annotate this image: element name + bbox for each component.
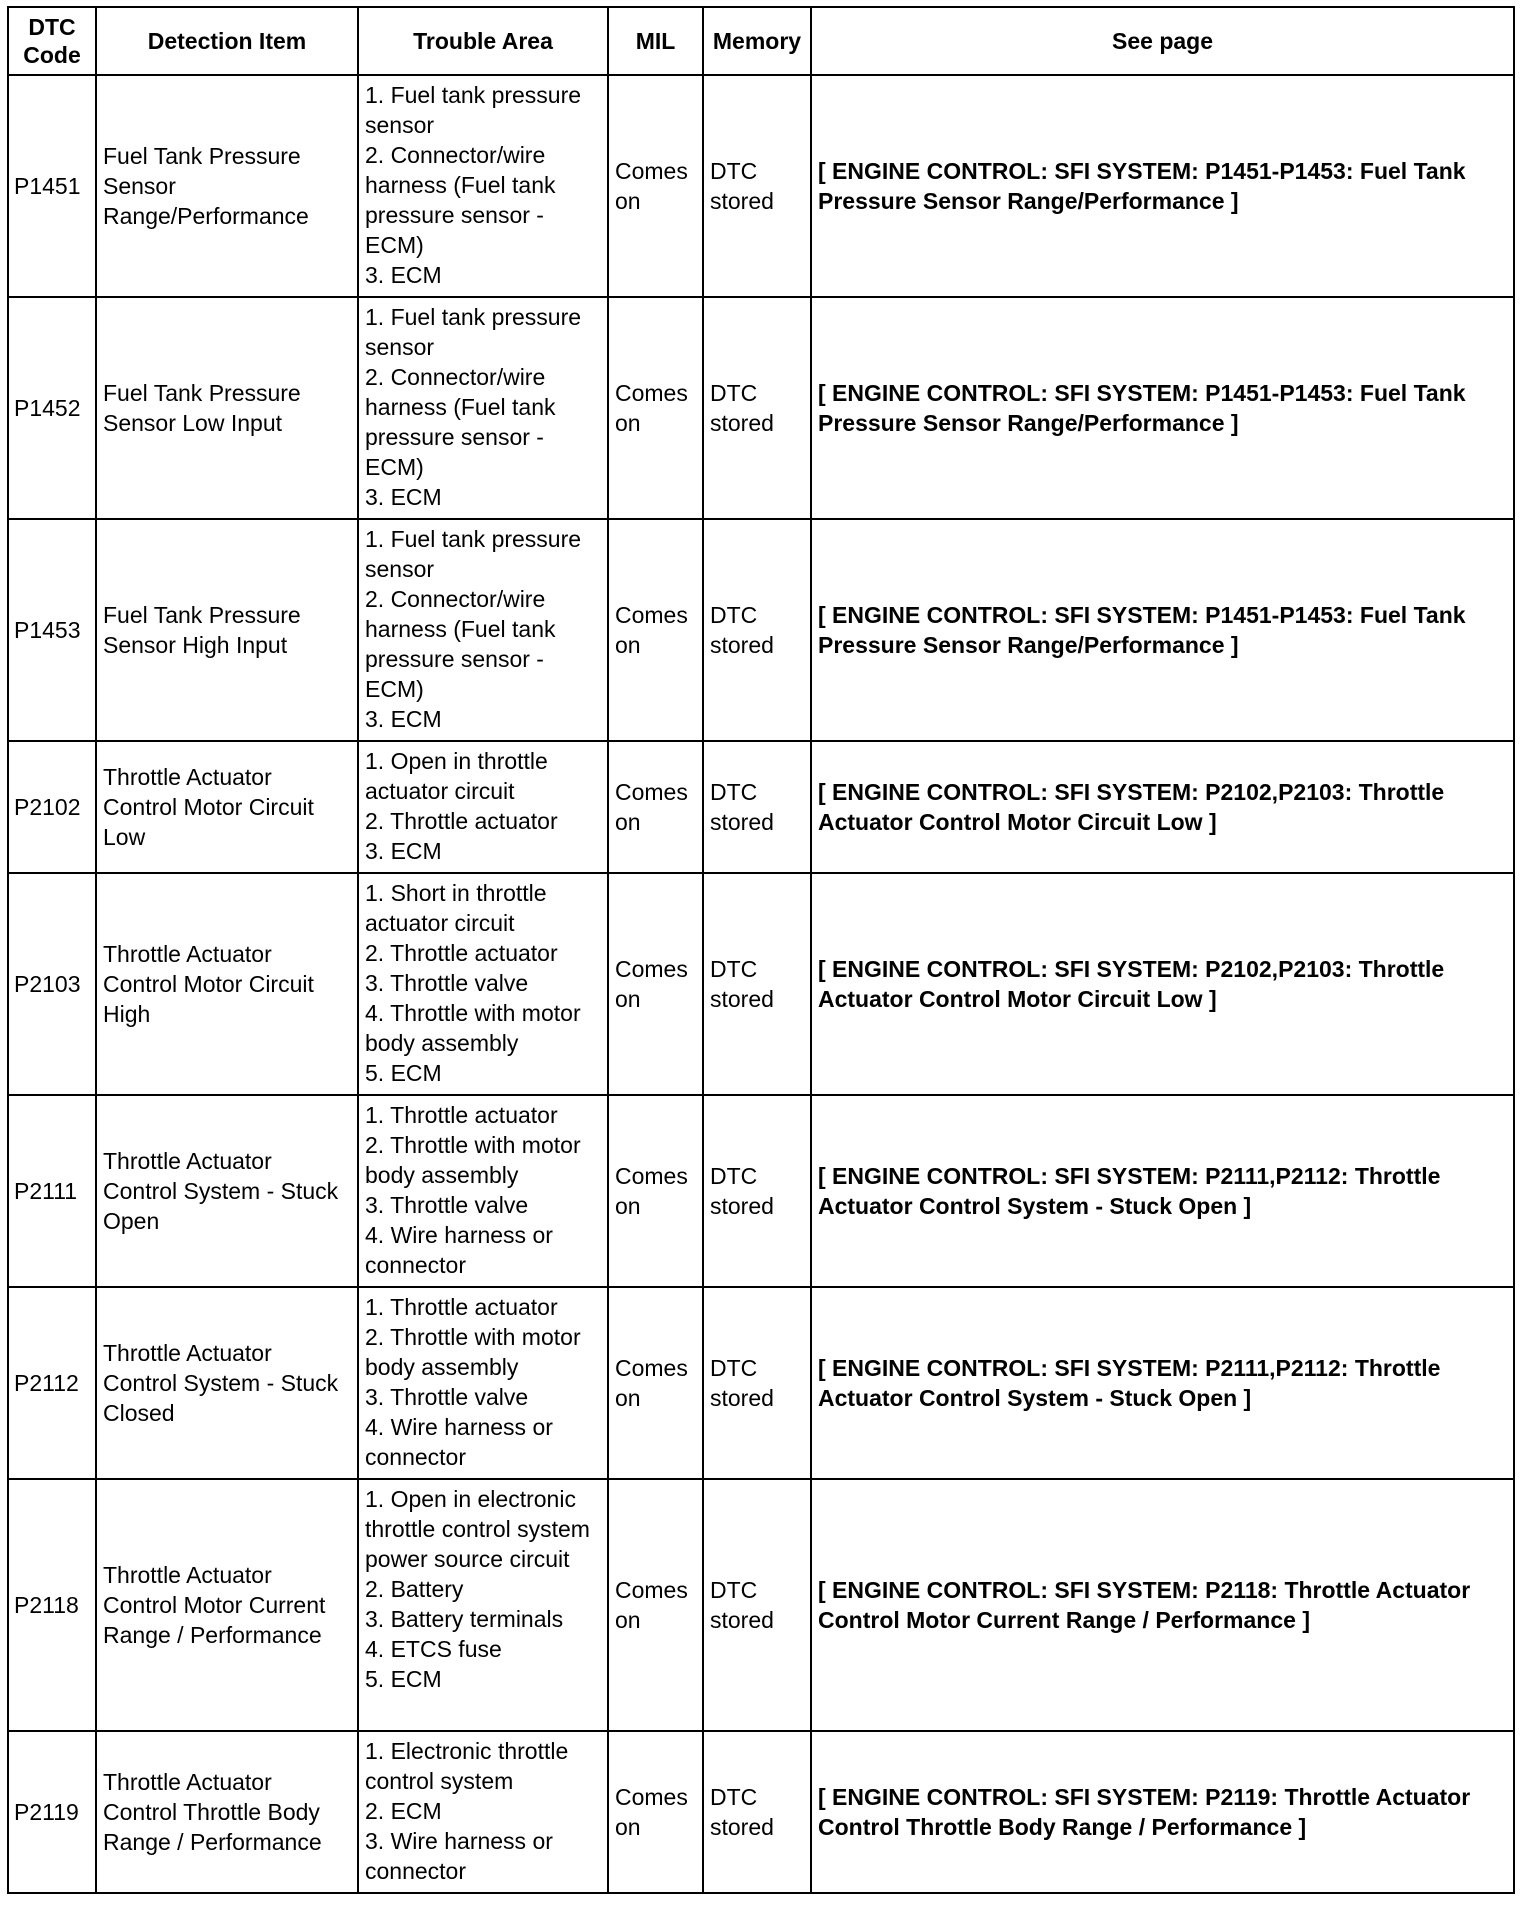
trouble-area-line: 1. Fuel tank pressure sensor xyxy=(365,526,582,582)
see-page-link[interactable]: [ ENGINE CONTROL: SFI SYSTEM: P2119: Throttle Actuator Control Throttle Body Range / Performance ] xyxy=(811,1731,1514,1893)
detection-item-cell: Throttle Actuator Control Motor Circuit Low xyxy=(96,741,358,873)
mil-cell: Comes on xyxy=(608,1287,703,1479)
header-dtc-code: DTC Code xyxy=(8,7,96,75)
table-row xyxy=(8,519,1514,741)
dtc-code-cell: P1452 xyxy=(8,297,96,519)
memory-cell: DTC stored xyxy=(703,1287,811,1479)
trouble-area-line: 1. Throttle actuator xyxy=(365,1102,558,1128)
dtc-code-cell: P2112 xyxy=(8,1287,96,1479)
see-page-link[interactable]: [ ENGINE CONTROL: SFI SYSTEM: P2118: Throttle Actuator Control Motor Current Range / Performance ] xyxy=(811,1479,1514,1731)
mil-cell: Comes on xyxy=(608,1479,703,1731)
trouble-area-line: 1. Open in throttle actuator circuit xyxy=(365,748,548,804)
dtc-table xyxy=(7,6,1515,1894)
trouble-area-line: 2. Throttle with motor body assembly xyxy=(365,1132,581,1188)
table-row xyxy=(8,1479,1514,1731)
see-page-link[interactable]: [ ENGINE CONTROL: SFI SYSTEM: P1451-P1453: Fuel Tank Pressure Sensor Range/Performance ] xyxy=(811,297,1514,519)
mil-cell: Comes on xyxy=(608,741,703,873)
trouble-area-line: 2. Connector/wire harness (Fuel tank pressure sensor - ECM) xyxy=(365,142,556,258)
detection-item-cell: Throttle Actuator Control Motor Circuit High xyxy=(96,873,358,1095)
table-row xyxy=(8,1095,1514,1287)
trouble-area-line: 5. ECM xyxy=(365,1060,442,1086)
trouble-area-line: 5. ECM xyxy=(365,1666,442,1692)
header-mil: MIL xyxy=(608,7,703,75)
trouble-area-cell xyxy=(358,873,608,1095)
mil-cell: Comes on xyxy=(608,519,703,741)
detection-item-cell: Throttle Actuator Control Throttle Body Range / Performance xyxy=(96,1731,358,1893)
mil-cell: Comes on xyxy=(608,75,703,297)
trouble-area-cell xyxy=(358,297,608,519)
trouble-area-line: 2. Connector/wire harness (Fuel tank pressure sensor - ECM) xyxy=(365,586,556,702)
dtc-code-cell: P2111 xyxy=(8,1095,96,1287)
dtc-table-sheet xyxy=(7,6,1515,1894)
trouble-area-line: 1. Throttle actuator xyxy=(365,1294,558,1320)
memory-cell: DTC stored xyxy=(703,1731,811,1893)
memory-cell: DTC stored xyxy=(703,1479,811,1731)
memory-cell: DTC stored xyxy=(703,741,811,873)
trouble-area-cell xyxy=(358,75,608,297)
memory-cell: DTC stored xyxy=(703,297,811,519)
trouble-area-cell xyxy=(358,1479,608,1731)
dtc-code-cell: P1451 xyxy=(8,75,96,297)
table-row xyxy=(8,1287,1514,1479)
see-page-link[interactable]: [ ENGINE CONTROL: SFI SYSTEM: P1451-P1453: Fuel Tank Pressure Sensor Range/Performance ] xyxy=(811,75,1514,297)
trouble-area-line: 3. Battery terminals xyxy=(365,1606,564,1632)
dtc-code-cell: P2102 xyxy=(8,741,96,873)
memory-cell: DTC stored xyxy=(703,873,811,1095)
trouble-area-line: 2. Connector/wire harness (Fuel tank pressure sensor - ECM) xyxy=(365,364,556,480)
see-page-link[interactable]: [ ENGINE CONTROL: SFI SYSTEM: P2102,P2103: Throttle Actuator Control Motor Circuit Low ] xyxy=(811,873,1514,1095)
trouble-area-line: 1. Short in throttle actuator circuit xyxy=(365,880,547,936)
trouble-area-line: 4. ETCS fuse xyxy=(365,1636,502,1662)
header-see-page: See page xyxy=(811,7,1514,75)
see-page-link[interactable]: [ ENGINE CONTROL: SFI SYSTEM: P2111,P2112: Throttle Actuator Control System - Stuck Open ] xyxy=(811,1095,1514,1287)
trouble-area-line: 1. Fuel tank pressure sensor xyxy=(365,82,582,138)
trouble-area-line: 2. ECM xyxy=(365,1798,442,1824)
table-row xyxy=(8,873,1514,1095)
dtc-code-cell: P2103 xyxy=(8,873,96,1095)
see-page-link[interactable]: [ ENGINE CONTROL: SFI SYSTEM: P2111,P2112: Throttle Actuator Control System - Stuck Open ] xyxy=(811,1287,1514,1479)
table-body xyxy=(8,75,1514,1893)
trouble-area-line: 4. Throttle with motor body assembly xyxy=(365,1000,581,1056)
trouble-area-line: 3. ECM xyxy=(365,484,442,510)
header-memory: Memory xyxy=(703,7,811,75)
mil-cell: Comes on xyxy=(608,297,703,519)
mil-cell: Comes on xyxy=(608,873,703,1095)
trouble-area-line: 4. Wire harness or connector xyxy=(365,1414,553,1470)
header-detection-item: Detection Item xyxy=(96,7,358,75)
trouble-area-line: 1. Open in electronic throttle control system power source circuit xyxy=(365,1486,590,1572)
trouble-area-line: 3. Throttle valve xyxy=(365,1384,529,1410)
memory-cell: DTC stored xyxy=(703,519,811,741)
see-page-link[interactable]: [ ENGINE CONTROL: SFI SYSTEM: P1451-P1453: Fuel Tank Pressure Sensor Range/Performance ] xyxy=(811,519,1514,741)
detection-item-cell: Fuel Tank Pressure Sensor Range/Performance xyxy=(96,75,358,297)
trouble-area-line: 3. Throttle valve xyxy=(365,970,529,996)
trouble-area-line: 2. Throttle actuator xyxy=(365,808,558,834)
mil-cell: Comes on xyxy=(608,1095,703,1287)
trouble-area-line: 2. Throttle with motor body assembly xyxy=(365,1324,581,1380)
table-row xyxy=(8,297,1514,519)
trouble-area-line: 3. ECM xyxy=(365,706,442,732)
dtc-code-cell: P2119 xyxy=(8,1731,96,1893)
trouble-area-line: 3. ECM xyxy=(365,838,442,864)
trouble-area-line: 2. Throttle actuator xyxy=(365,940,558,966)
table-header-row xyxy=(8,7,1514,75)
trouble-area-line: 3. Wire harness or connector xyxy=(365,1828,553,1884)
trouble-area-line: 1. Fuel tank pressure sensor xyxy=(365,304,582,360)
trouble-area-cell xyxy=(358,741,608,873)
trouble-area-cell xyxy=(358,519,608,741)
trouble-area-line: 3. ECM xyxy=(365,262,442,288)
table-row xyxy=(8,741,1514,873)
detection-item-cell: Throttle Actuator Control Motor Current Range / Performance xyxy=(96,1479,358,1731)
header-trouble-area: Trouble Area xyxy=(358,7,608,75)
table-row xyxy=(8,75,1514,297)
detection-item-cell: Throttle Actuator Control System - Stuck Open xyxy=(96,1095,358,1287)
detection-item-cell: Throttle Actuator Control System - Stuck Closed xyxy=(96,1287,358,1479)
detection-item-cell: Fuel Tank Pressure Sensor High Input xyxy=(96,519,358,741)
table-row xyxy=(8,1731,1514,1893)
trouble-area-cell xyxy=(358,1287,608,1479)
detection-item-cell: Fuel Tank Pressure Sensor Low Input xyxy=(96,297,358,519)
memory-cell: DTC stored xyxy=(703,75,811,297)
trouble-area-line: 3. Throttle valve xyxy=(365,1192,529,1218)
see-page-link[interactable]: [ ENGINE CONTROL: SFI SYSTEM: P2102,P2103: Throttle Actuator Control Motor Circuit Low ] xyxy=(811,741,1514,873)
trouble-area-line: 4. Wire harness or connector xyxy=(365,1222,553,1278)
dtc-code-cell: P2118 xyxy=(8,1479,96,1731)
dtc-code-cell: P1453 xyxy=(8,519,96,741)
memory-cell: DTC stored xyxy=(703,1095,811,1287)
mil-cell: Comes on xyxy=(608,1731,703,1893)
trouble-area-line: 1. Electronic throttle control system xyxy=(365,1738,569,1794)
trouble-area-cell xyxy=(358,1095,608,1287)
trouble-area-cell xyxy=(358,1731,608,1893)
trouble-area-line: 2. Battery xyxy=(365,1576,464,1602)
